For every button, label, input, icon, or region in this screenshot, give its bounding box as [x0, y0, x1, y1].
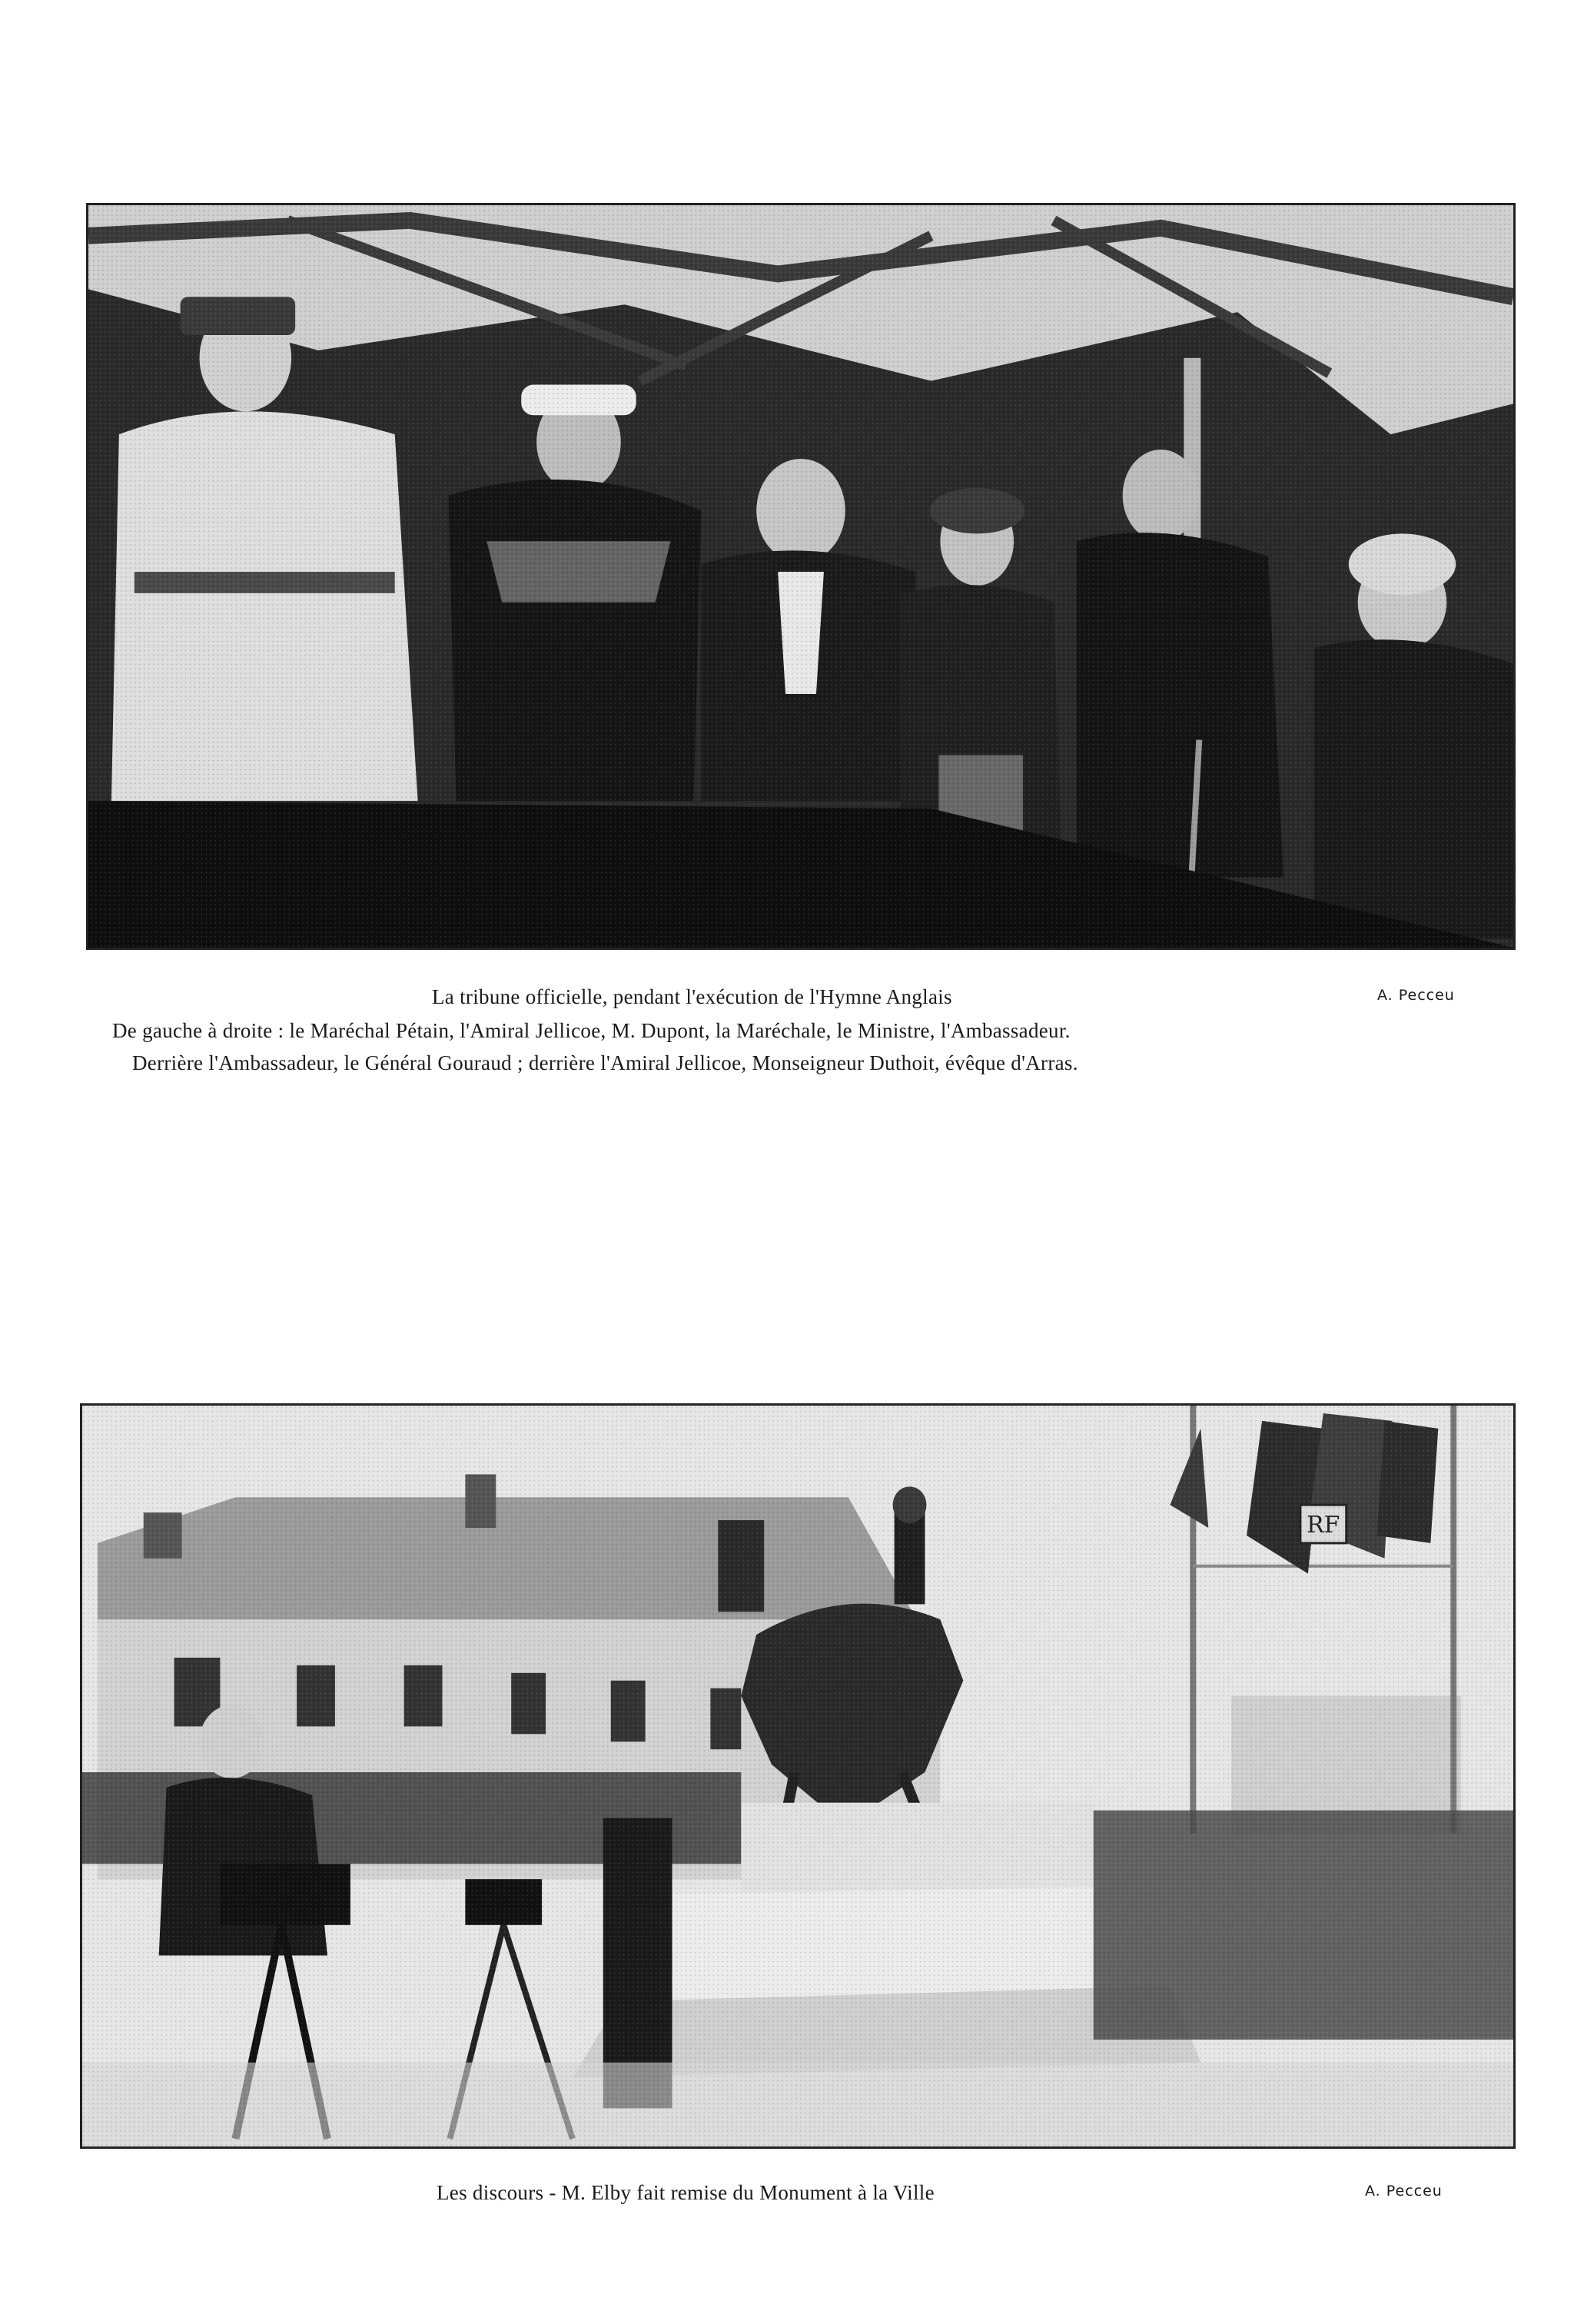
bottom-photo-credit: A. Pecceu: [1365, 2183, 1443, 2200]
photo-monument-speeches: [80, 1403, 1516, 2149]
monument-illustration: [82, 1406, 1513, 2146]
top-photo-caption-title: La tribune officielle, pendant l'exécution de l'Hymne Anglais: [432, 985, 952, 1008]
photo-official-tribune: [86, 203, 1516, 950]
top-photo-credit: A. Pecceu: [1377, 987, 1455, 1004]
bottom-photo-caption-title: Les discours - M. Elby fait remise du Monument à la Ville: [437, 2181, 935, 2204]
top-photo-caption-line-2: De gauche à droite : le Maréchal Pétain, l'Amiral Jellicoe, M. Dupont, la Maréchale, le Ministre, l'Ambassadeur.: [112, 1019, 1071, 1042]
top-photo-caption-line-3: Derrière l'Ambassadeur, le Général Gouraud ; derrière l'Amiral Jellicoe, Monseigneur Duthoit, évêque d'Arras.: [132, 1051, 1078, 1074]
tribune-illustration: [88, 205, 1513, 948]
